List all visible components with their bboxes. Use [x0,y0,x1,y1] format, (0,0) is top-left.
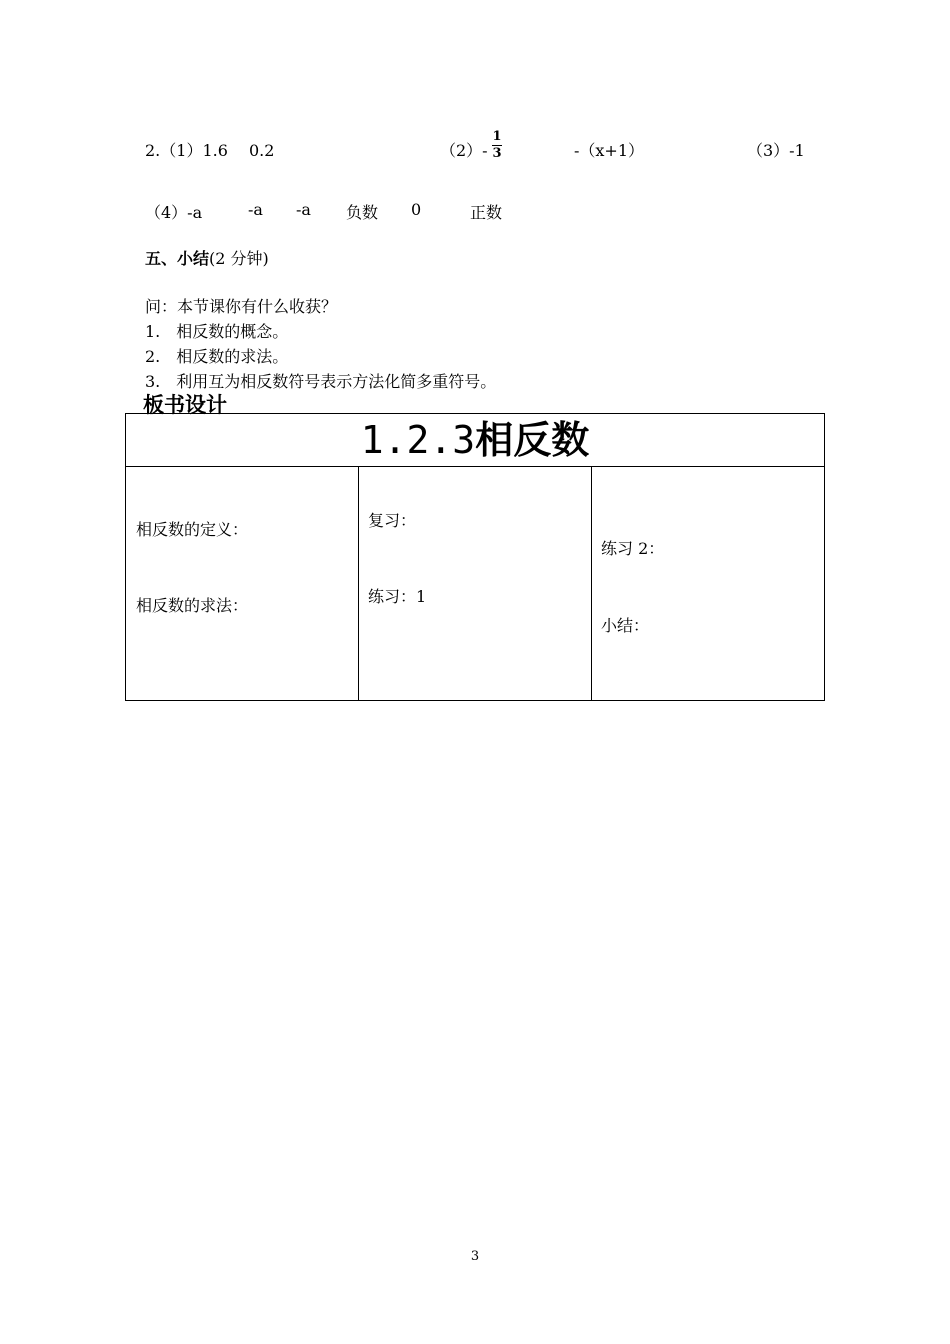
board-title [126,414,824,466]
board-column-2 [359,467,592,701]
board-heading: 板书设计 [143,393,227,417]
answer-4-item: -a [296,200,311,219]
review-label: 复习： [368,511,417,530]
answer-4-item: 负数 [346,203,379,222]
board-title-text: 相反数 [475,418,590,462]
summary-question: 问：本节课你有什么收获？ [145,297,338,316]
exercise-2-label: 练习 2： [601,539,665,558]
answer-2-part-1: 2.（1）1.6 0.2 [145,141,275,160]
answer-4-item: 0 [411,200,422,219]
answer-2-part-2-prefix: （2）- [440,141,488,160]
summary-item: 1. 相反数的概念。 [145,322,289,341]
answer-2-part-3: （3）-1 [747,141,805,160]
definition-label: 相反数的定义： [136,520,249,539]
board-design-table [125,413,825,701]
board-title-number: 1.2.3 [360,418,476,462]
answer-4-item: （4）-a [145,203,203,222]
answer-2-part-2-rest: -（x+1） [574,141,645,160]
summary-item: 3. 利用互为相反数符号表示方法化简多重符号。 [145,372,497,391]
board-column-3 [592,467,825,701]
fraction-numerator: 1 [492,129,502,144]
method-label: 相反数的求法： [136,596,249,615]
summary-heading [145,246,269,269]
summary-heading-bold: 五、小结 [145,249,210,268]
board-title-cell [126,414,825,467]
fraction-one-third [492,130,502,161]
summary-item: 2. 相反数的求法。 [145,347,289,366]
fraction-denominator: 3 [492,146,502,161]
summary-label: 小结： [601,616,650,635]
answer-4-item: -a [248,200,263,219]
page-number: 3 [470,1249,480,1264]
board-column-1 [126,467,359,701]
summary-heading-duration: (2 分钟) [209,249,269,268]
answer-4-item: 正数 [470,203,503,222]
exercise-1-label: 练习：1 [368,587,427,606]
